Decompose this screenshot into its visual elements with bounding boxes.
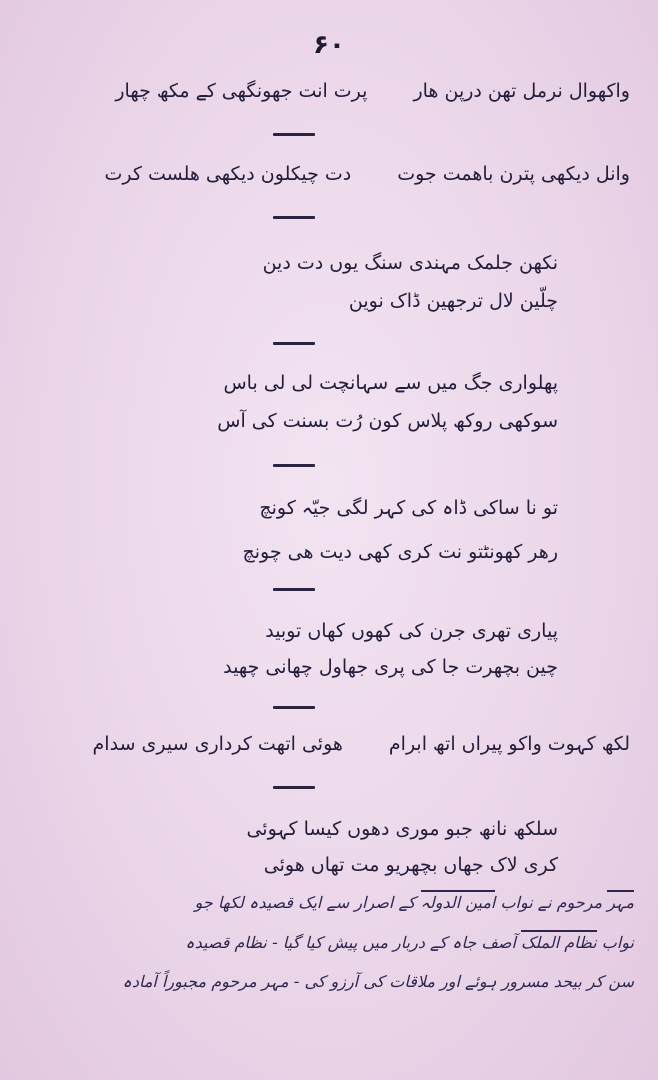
verse-line: تو نا ساکی ڈاہ کی کہر لگی جیّہ کونچ: [259, 497, 558, 519]
verse-hemistich: وانل دیکھی پترن باھمت جوت: [397, 163, 630, 185]
section-divider: [273, 464, 315, 467]
verse-hemistich: پرت انت جھونگھی کے مکھ چھار: [115, 80, 368, 102]
prose-line: سن کر بیحد مسرور ہوئے اور ملاقات کی آرزو کی - مہر مرحوم مجبوراً آمادہ: [122, 972, 634, 991]
verse-line: کری لاک جھاں بچھریو مت تھاں ھوئی: [263, 854, 558, 876]
verse-line: [30, 733, 630, 755]
page-number: ۶۰: [313, 30, 345, 60]
verse-hemistich: واکھوال نرمل تھن درپن ھار: [413, 80, 630, 102]
verse-hemistich: دت چیکلون دیکھی ھلست کرت: [104, 163, 352, 185]
verse-line: [30, 80, 630, 102]
verse-line: نکھن جلمک مہندی سنگ یوں دت دین: [262, 252, 558, 274]
verse-hemistich: لکھ کہوت واکو پیراں اتھ ابرام: [388, 733, 630, 755]
verse-line: چین بچھرت جا کی پری جھاول چھانی چھید: [223, 656, 558, 678]
section-divider: [273, 216, 315, 219]
verse-line: پھلواری جگ میں سے سہانچت لی لی باس: [223, 372, 558, 394]
section-divider: [273, 588, 315, 591]
verse-line: سلکھ نانھ جبو موری دھوں کیسا کہوئی: [246, 818, 558, 840]
verse-line: سوکھی روکھ پلاس کون رُت بسنت کی آس: [217, 410, 558, 432]
section-divider: [273, 133, 315, 136]
verse-line: رھر کھونٹتو نت کری کھی دیت ھی چونچ: [242, 541, 558, 563]
verse-line: چلّین لال ترجھین ڈاک نوین: [348, 290, 558, 312]
prose-line: مہر مرحوم نے نواب امین الدولہ کے اصرار سے ایک قصیدہ لکھا جو: [16, 893, 634, 912]
verse-line: پیاری تھری جرن کی کھوں کھاں توبید: [265, 620, 558, 642]
section-divider: [273, 342, 315, 345]
section-divider: [273, 706, 315, 709]
verse-hemistich: ھوئی اتھت کرداری سیری سدام: [92, 733, 343, 755]
section-divider: [273, 786, 315, 789]
prose-line: نواب نظام الملک آصف جاہ کے دربار میں پیش کیا گیا - نظام قصیدہ: [16, 933, 634, 952]
verse-line: [30, 163, 630, 185]
